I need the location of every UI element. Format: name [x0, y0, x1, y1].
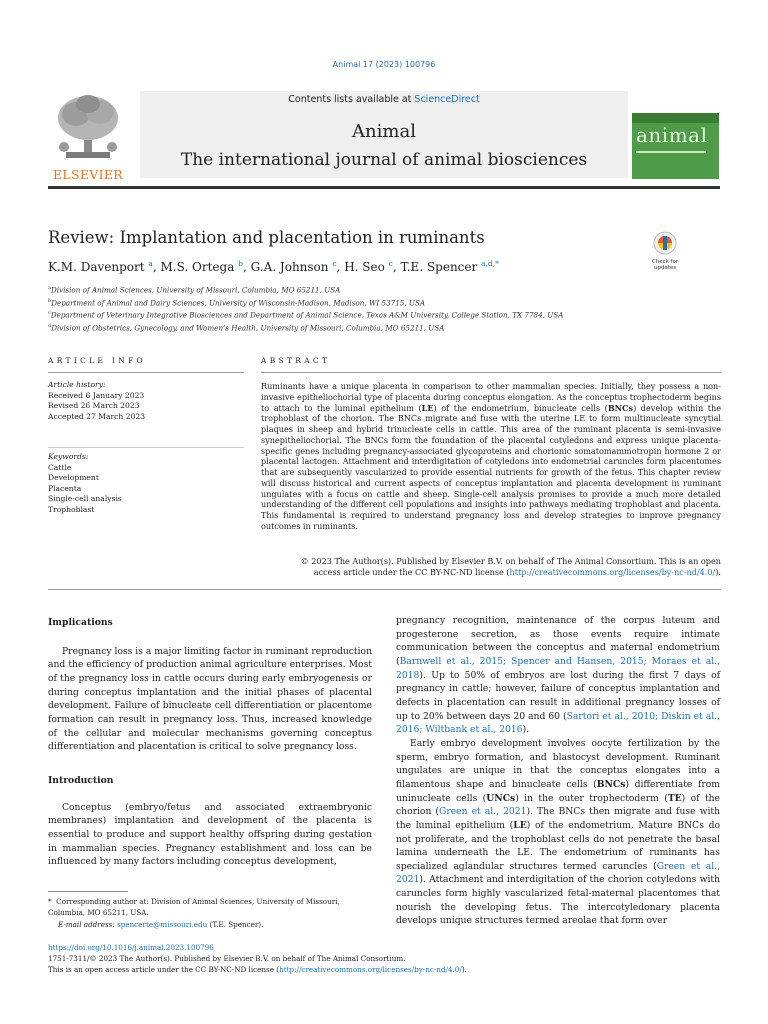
implications-heading: Implications [48, 617, 113, 628]
keyword-item: Cattle [48, 462, 72, 472]
contents-line [140, 94, 628, 105]
check-updates-icon [653, 231, 677, 255]
affiliation-item: $^c$Department of Veterinary Integrative Biosciences and Department of Animal Science, Texas A&M University, College Station, TX 7784, USA [48, 310, 564, 320]
author-affil-sup[interactable]: a,d,* [481, 259, 499, 268]
affiliation-item: $^b$Department of Animal and Dairy Sciences, University of Wisconsin-Madison, Madison, WI 53715, USA [48, 297, 426, 308]
right-paragraph-2: Early embryo development involves oocyte fertilization by the sperm, embryo formation, and blastocyst development. Ruminant ungulates are unique in that the conceptus elongates into a filamentous shape and binucleate cells (BNCs) differentiate from uninucleate cells (UNCs) in the outer trophectoderm (TE) of the chorion (Green et al., 2021). The BNCs then migrate and fuse with the luminal epithelium (LE) of the endometrium. Mature BNCs do not proliferate, and the trophoblast cells do not penetrate the basal lamina underneath the LE. The endometrium of ruminants has specialized aglandular structures termed caruncles (Green et al., 2021). Attachment and interdigitation of the chorion cotyledons with caruncles form highly vascularized fetal-maternal placentomes that nourish the developing fetus. The intercotyledonary placenta develops unique structures termed areolae that form over [396, 737, 721, 927]
author-name[interactable]: G.A. Johnson [250, 260, 329, 274]
info-divider [48, 372, 244, 373]
doi-link[interactable]: https://doi.org/10.1016/j.animal.2023.100796 [48, 943, 214, 952]
author-affil-sup[interactable]: b [238, 259, 243, 268]
journal-subtitle: The international journal of animal biosciences [180, 150, 588, 170]
cover-rule [636, 151, 706, 153]
abstract-heading: ABSTRACT [261, 356, 331, 365]
elsevier-wordmark: ELSEVIER [52, 167, 123, 182]
reference-link[interactable]: Green et al., 2021 [439, 806, 527, 818]
license-link[interactable]: http://creativecommons.org/licenses/by-nc-nd/4.0/ [509, 567, 716, 577]
issn-line: 1751-7311/© 2023 The Author(s). Published by Elsevier B.V. on behalf of The Animal Consortium. [48, 954, 406, 964]
left-column [48, 616, 372, 869]
page-footer: https://doi.org/10.1016/j.animal.2023.100796 1751-7311/© 2023 The Author(s). Published by Elsevier B.V. on behalf of The Animal Consortium. This is an open access article under the CC BY-NC-ND license (http://creativecommons.org/licenses/by-nc-nd/4.0/). [48, 943, 467, 975]
history-label: Article history: [48, 380, 106, 389]
affiliations [48, 283, 563, 334]
introduction-heading: Introduction [48, 774, 114, 786]
implications-paragraph: Pregnancy loss is a major limiting factor in ruminant reproduction and the efficiency of production animal agriculture enterprises. Most of the pregnancy loss in cattle occurs during early embryogenesis or during conceptus implantation and the initial phases of placental development. Failure of binucleate cell differentiation or placentome formation can result in pregnancy loss. Thus, increased knowledge of the cellular and molecular mechanisms governing conceptus differentiation and placentation is critical to solve pregnancy loss. [48, 645, 372, 753]
article-info-heading: ARTICLE INFO [48, 356, 146, 365]
elsevier-logo[interactable] [48, 92, 128, 182]
abstract-divider [261, 372, 721, 373]
keyword-item: Single-cell analysis [48, 494, 122, 503]
elsevier-tree-icon [48, 92, 128, 162]
author-email-link[interactable]: spencerte@missouri.edu [117, 919, 208, 929]
history-revised: Revised 26 March 2023 [48, 401, 140, 410]
introduction-paragraph: Conceptus (embryo/fetus and associated extraembryonic membranes) implantation and development of the placenta is essential to produce and support healthy offspring during gestation in mammalian species. Pregnancy establishment and loss can be influenced by many factors including conceptus development, [48, 801, 372, 868]
history-accepted: Accepted 27 March 2023 [48, 411, 146, 421]
abstract-copyright: © 2023 The Author(s). Published by Elsevier B.V. on behalf of The Animal Consortium. This is an open access article under the CC BY-NC-ND license (http://creativecommons.org/licenses/by-nc-nd/4.0/). [300, 556, 721, 577]
right-paragraph-1: pregnancy recognition, maintenance of the corpus luteum and progesterone secretion, as those events require intimate communication between the conceptus and maternal endometrium (Barnwell et al., 2015; Spencer and Hansen, 2015; Moraes et al., 2018). Up to 50% of embryos are lost during the first 7 days of pregnancy in cattle; however, failure of conceptus implantation and defects in placentation can result in additional pregnancy losses of up to 20% between days 20 and 60 (Sartori et al., 2010; Diskin et al., 2016; Wiltbank et al., 2016). [396, 615, 720, 736]
keyword-item: Trophoblast [48, 504, 95, 514]
article-title: Review: Implantation and placentation in ruminants [48, 228, 485, 247]
journal-citation[interactable]: Animal 17 (2023) 100796 [332, 60, 436, 69]
abstract-text: Ruminants have a unique placenta in comparison to other mammalian species. Initially, they possess a non-invasive epitheliochorial type of placenta during conceptus elongation. As the conceptus trophectoderm begins to attach to the luminal epithelium (LE) of the endometrium, binucleate cells (BNCs) develop within the trophoblast of the chorion. The BNCs migrate and fuse with the uterine LE to form multinucleate syncytial plaques in sheep and hybrid trinucleate cells in cattle. This area of the ruminant placenta is semi-invasive synepitheliochorial. The BNCs form the foundation of the placental cotyledons and express unique placenta-specific genes including pregnancy-associated glycoproteins and chorionic somatomammotropin hormone 2 or placental lactogen. Attachment and interdigitation of cotyledons into endometrial caruncles form placentomes that are subsequently vascularized to provide essential nutrients for growth of the fetus. This chapter review will discuss historical and current aspects of conceptus implantation and placenta development in ruminant ungulates with a focus on cattle and sheep. Single-cell analysis promises to provide a much more detailed understanding of the different cell populations and insights into pathways mediating trophoblast and placenta. This fundamental is required to understand pregnancy loss and develop strategies to improve pregnancy outcomes in ruminants. [261, 381, 721, 531]
keyword-item: Development [48, 473, 99, 482]
author-affil-sup[interactable]: a [148, 259, 153, 268]
author-name[interactable]: K.M. Davenport [48, 260, 145, 274]
affiliation-item: $^a$Division of Animal Sciences, University of Missouri, Columbia, MO 65211, USA [48, 285, 341, 295]
reference-link[interactable]: Green et al., 2021 [396, 860, 720, 886]
journal-name: Animal [352, 121, 416, 142]
reference-link[interactable]: Sartori et al., 2010; Diskin et al., 2016; Wiltbank et al., 2016 [396, 710, 720, 736]
author-list: K.M. Davenport $^a$, M.S. Ortega $^b$, G.A. Johnson $^c$, H. Seo $^c$, T.E. Spencer $^{a,d,*}$ [48, 259, 499, 274]
contents-prefix: Contents lists available at [288, 94, 415, 105]
author-name[interactable]: T.E. Spencer [400, 260, 478, 274]
journal-cover-thumbnail[interactable] [632, 113, 719, 179]
author-affil-sup[interactable]: c [332, 259, 337, 268]
author-name[interactable]: H. Seo [344, 260, 385, 274]
header-divider [48, 186, 720, 189]
check-for-updates-button[interactable] [646, 231, 684, 271]
corresponding-author-footnote: * Corresponding author at: Division of Animal Sciences, University of Missouri, Columbia, MO 65211, USA. E-mail address: spencerte@missouri.edu (T.E. Spencer). [48, 897, 340, 929]
author-name[interactable]: M.S. Ortega [160, 260, 235, 274]
check-updates-label-2: updates [653, 265, 677, 271]
keyword-item: Placenta [48, 483, 82, 493]
author-affil-sup[interactable]: c [388, 259, 393, 268]
cover-title: animal [636, 123, 708, 147]
info-divider-2 [48, 447, 244, 448]
history-received: Received 6 January 2023 [48, 390, 145, 400]
keywords [48, 452, 122, 515]
article-history [48, 380, 145, 422]
footnote-rule [48, 891, 128, 892]
footer-license-link[interactable]: http://creativecommons.org/licenses/by-nc-nd/4.0/ [279, 965, 462, 975]
sciencedirect-link[interactable]: ScienceDirect [414, 94, 480, 105]
check-updates-label-1: Check for [651, 259, 679, 265]
keywords-label: Keywords: [48, 452, 89, 461]
right-column [396, 614, 720, 928]
abstract-bottom-divider [48, 589, 721, 590]
affiliation-item: $^d$Division of Obstetrics, Gynecology, and Women’s Health, University of Missouri, Columbia, MO 65211, USA [48, 323, 445, 333]
reference-link[interactable]: Barnwell et al., 2015; Spencer and Hansen, 2015; Moraes et al., 2018 [396, 655, 720, 681]
cover-strip [632, 113, 719, 123]
